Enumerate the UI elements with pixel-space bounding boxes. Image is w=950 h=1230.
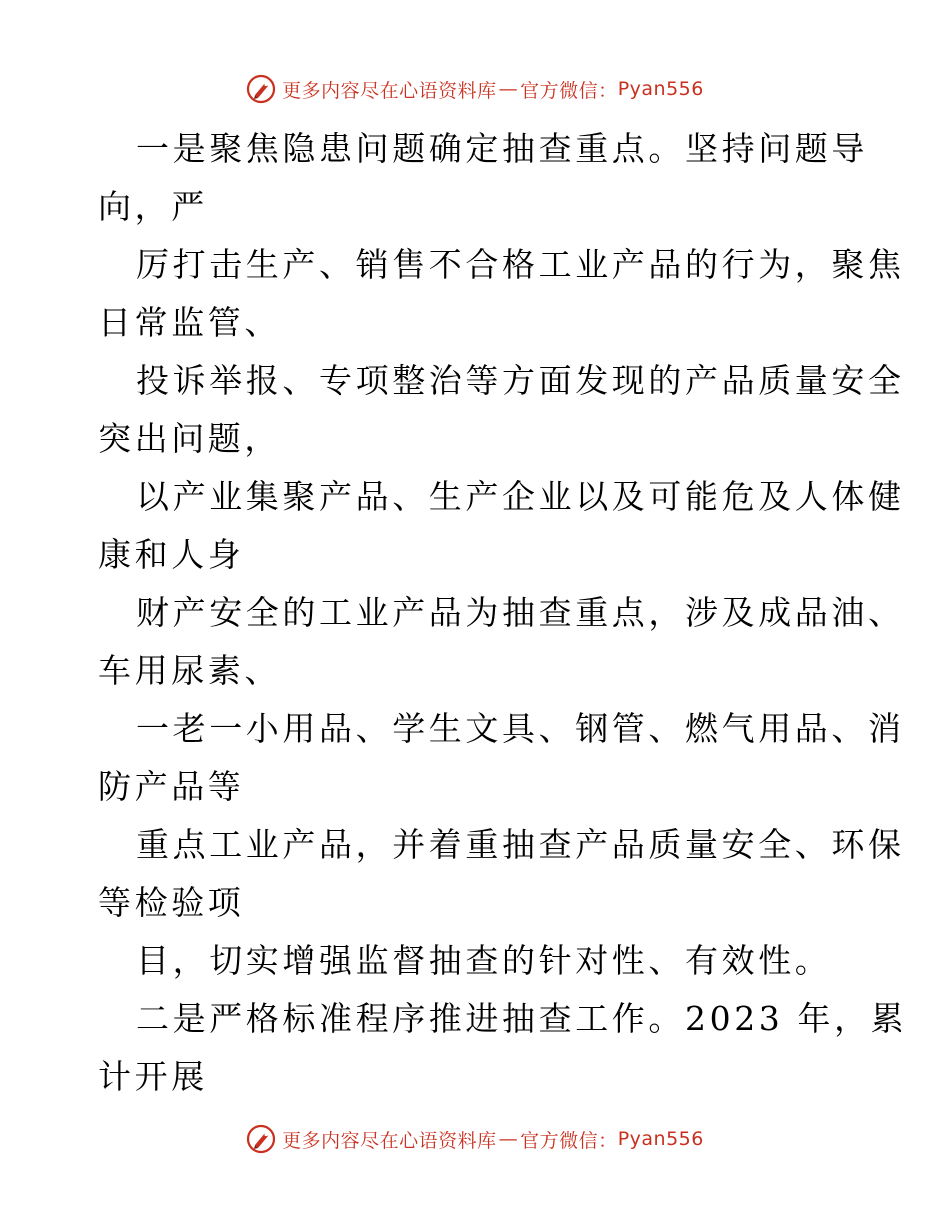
text-line: 等检验项	[98, 883, 245, 922]
pen-logo-icon	[246, 1124, 276, 1154]
body-text	[98, 120, 908, 1106]
text-line: 重点工业产品，并着重抽查产品质量安全、环保	[136, 825, 905, 864]
text-line: 突出问题，	[98, 419, 281, 458]
text-line: 目，切实增强监督抽查的针对性、有效性。	[136, 941, 832, 980]
text-line: 计开展	[98, 1057, 208, 1096]
text-line: 二是严格标准程序推进抽查工作。2023 年，累	[136, 999, 908, 1038]
watermark-dash: —	[498, 78, 519, 100]
text-line: 以产业集聚产品、生产企业以及可能危及人体健	[136, 477, 905, 516]
watermark-id: Pyan556	[617, 1128, 704, 1150]
text-line: 一老一小用品、学生文具、钢管、燃气用品、消	[136, 709, 905, 748]
watermark-id: Pyan556	[617, 78, 704, 100]
pen-logo-icon	[246, 74, 276, 104]
text-line: 投诉举报、专项整治等方面发现的产品质量安全	[136, 361, 905, 400]
text-line: 日常监管、	[98, 303, 281, 342]
text-line: 防产品等	[98, 767, 245, 806]
watermark-label: 官方微信：	[520, 79, 618, 102]
watermark-site-text: 更多内容尽在心语资料库	[282, 79, 497, 102]
footer-watermark	[0, 1122, 950, 1156]
header-watermark	[0, 72, 950, 106]
watermark-dash: —	[498, 1128, 519, 1150]
text-line: 厉打击生产、销售不合格工业产品的行为，聚焦	[136, 245, 905, 284]
text-line: 一是聚焦隐患问题确定抽查重点。坚持问题导	[136, 129, 868, 168]
text-line: 车用尿素、	[98, 651, 281, 690]
watermark-site-text: 更多内容尽在心语资料库	[282, 1129, 497, 1152]
text-line: 向，严	[98, 187, 208, 226]
text-line: 财产安全的工业产品为抽查重点，涉及成品油、	[136, 593, 905, 632]
text-line: 康和人身	[98, 535, 245, 574]
watermark-label: 官方微信：	[520, 1129, 618, 1152]
